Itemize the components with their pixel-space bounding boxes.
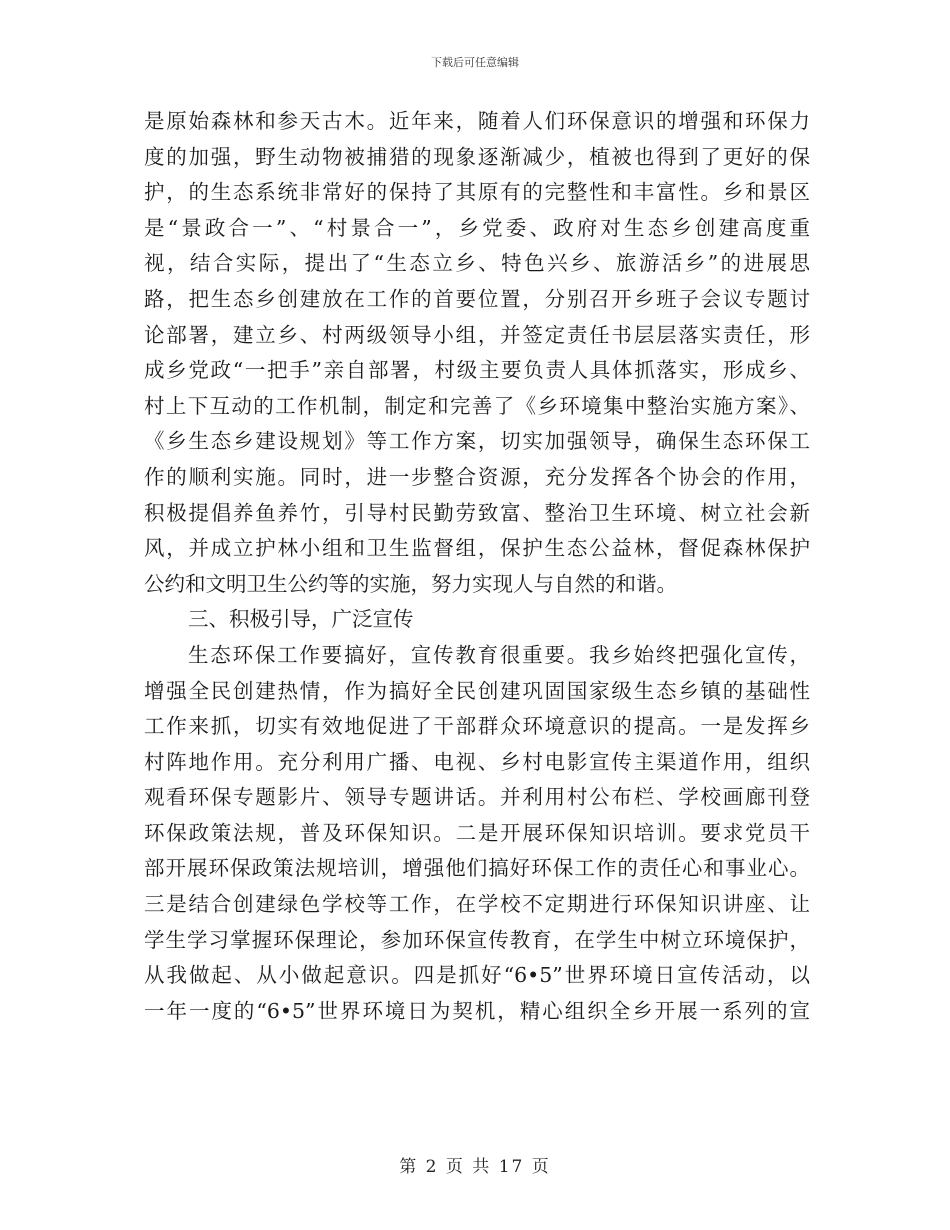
text-line: 部开展环保政策法规培训，增强他们搞好环保工作的责任心和事业心。 [144,856,810,881]
text-line: 成乡党政“一把手”亲自部署，村级主要负责人具体抓落实，形成乡、 [144,358,810,383]
text-line: 增强全民创建热情，作为搞好全民创建巩固国家级生态乡镇的基础性 [144,678,810,703]
text-line: 论部署，建立乡、村两级领导小组，并签定责任书层层落实责任，形 [144,322,810,347]
text-line: 公约和文明卫生公约等的实施，努力实现人与自然的和谐。 [144,571,677,596]
paragraph-1 [144,104,810,602]
text-line: 《乡生态乡建设规划》等工作方案，切实加强领导，确保生态环保工 [144,429,810,454]
section-heading: 三、积极引导，广泛宣传 [188,607,414,632]
text-line: 学生学习掌握环保理论，参加环保宣传教育，在学生中树立环境保护， [144,927,810,952]
paragraph-2 [144,638,810,1030]
text-line: 从我做起、从小做起意识。四是抓好“6•5”世界环境日宣传活动，以 [144,963,810,988]
text-line: 是“景政合一”、“村景合一”，乡党委、政府对生态乡创建高度重 [144,215,810,240]
text-line: 是原始森林和参天古木。近年来，随着人们环保意识的增强和环保力 [144,109,810,133]
text-line: 村上下互动的工作机制，制定和完善了《乡环境集中整治实施方案》、 [144,393,810,418]
text-line: 村阵地作用。充分利用广播、电视、乡村电影宣传主渠道作用，组织 [144,749,810,774]
document-body [144,104,810,1029]
text-line: 视，结合实际，提出了“生态立乡、特色兴乡、旅游活乡”的进展思 [144,251,810,276]
text-line: 观看环保专题影片、领导专题讲话。并利用村公布栏、学校画廊刊登 [144,785,810,810]
text-line: 积极提倡养鱼养竹，引导村民勤劳致富、整治卫生环境、树立社会新 [144,500,810,525]
text-line: 工作来抓，切实有效地促进了干部群众环境意识的提高。一是发挥乡 [144,714,810,739]
text-line: 护，的生态系统非常好的保持了其原有的完整性和丰富性。乡和景区 [144,180,810,205]
text-line: 生态环保工作要搞好，宣传教育很重要。我乡始终把强化宣传， [188,642,810,667]
text-line: 风，并成立护林小组和卫生监督组，保护生态公益林，督促森林保护 [144,536,810,561]
text-line: 度的加强，野生动物被捕猎的现象逐渐减少，植被也得到了更好的保 [144,144,810,169]
page-header: 下载后可任意编辑 [431,56,519,69]
text-line: 路，把生态乡创建放在工作的首要位置，分别召开乡班子会议专题讨 [144,286,810,311]
text-line: 环保政策法规，普及环保知识。二是开展环保知识培训。要求党员干 [144,820,810,845]
text-line: 三是结合创建绿色学校等工作，在学校不定期进行环保知识讲座、让 [144,892,810,917]
page-number-footer: 第 2 页 共 17 页 [399,1157,551,1177]
text-line: 作的顺利实施。同时，进一步整合资源，充分发挥各个协会的作用， [144,464,810,489]
text-line: 一年一度的“6•5”世界环境日为契机，精心组织全乡开展一系列的宣 [144,998,810,1023]
